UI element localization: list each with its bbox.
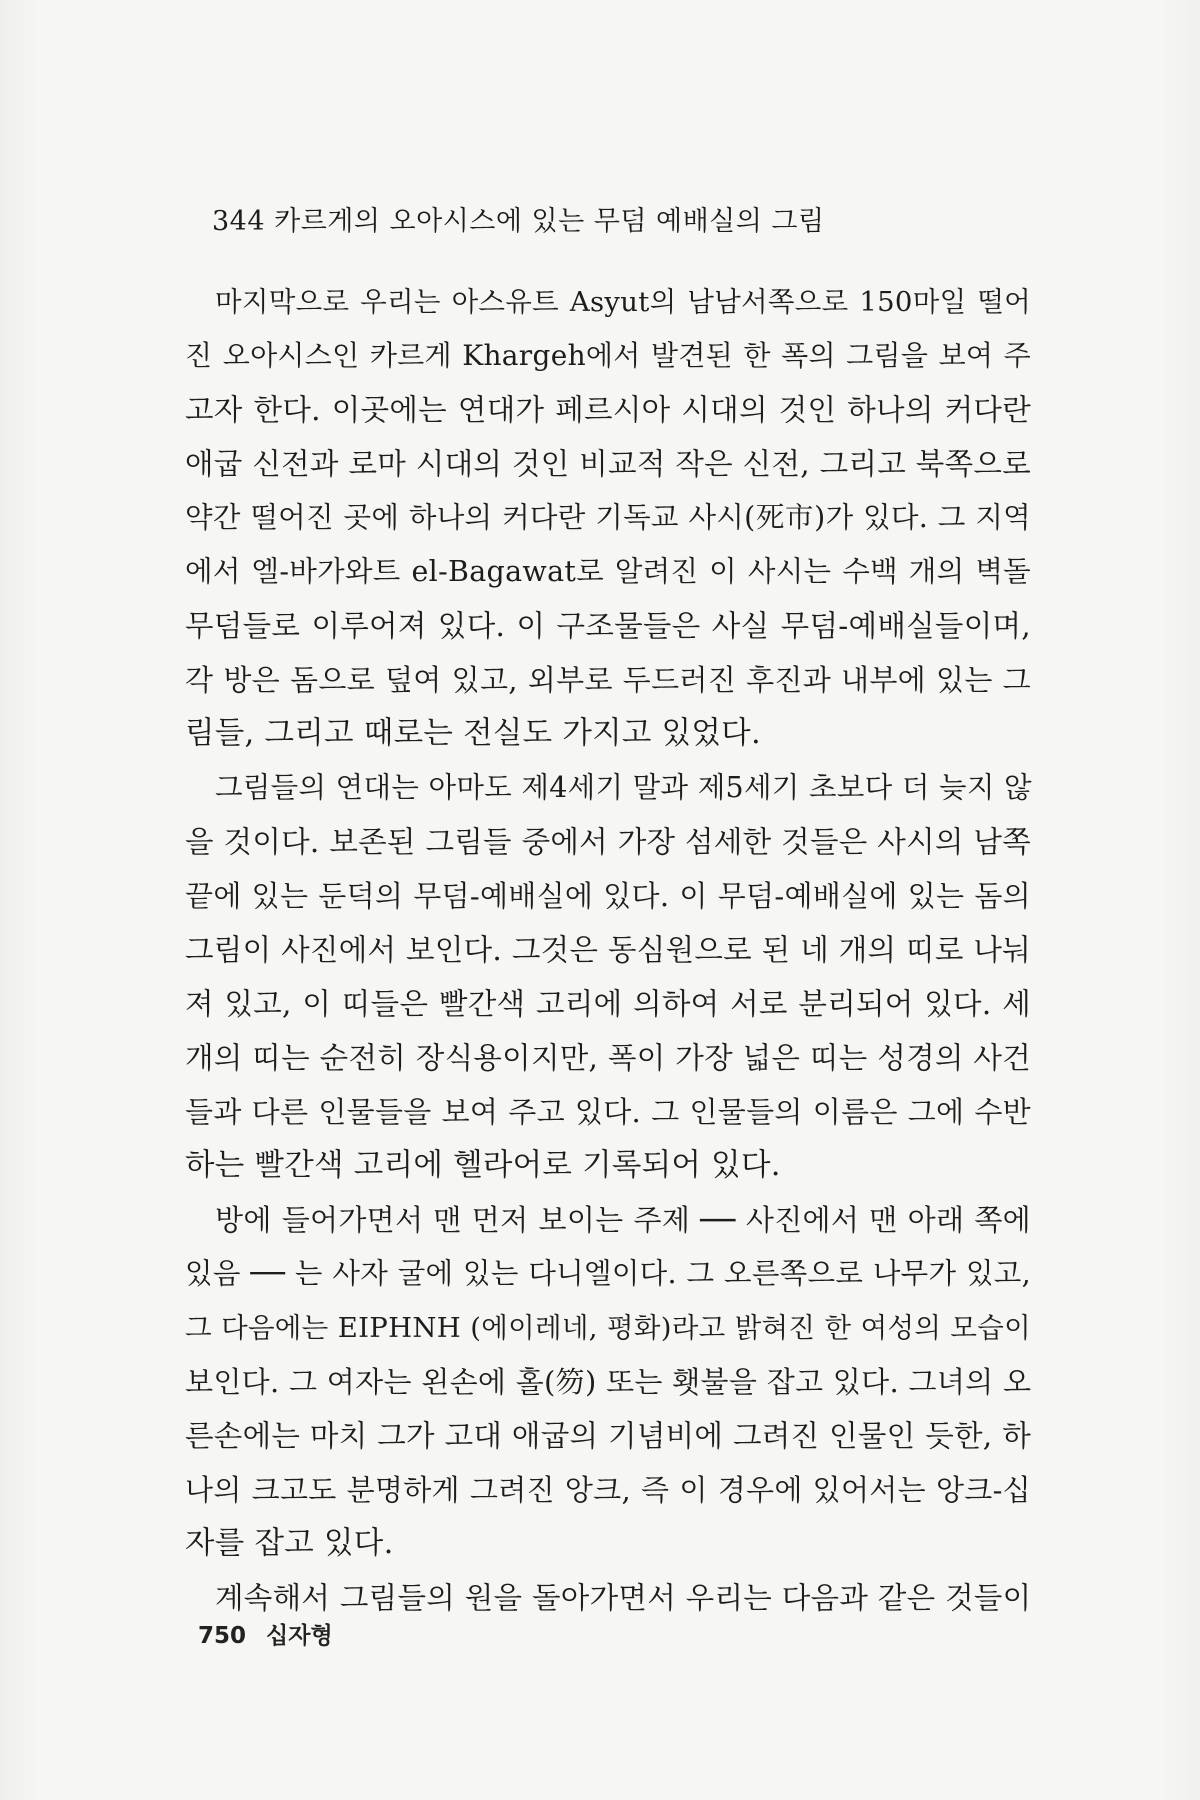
text-line: 들과 다른 인물들을 보여 주고 있다. 그 인물들의 이름은 그에 수반 <box>185 1095 1031 1129</box>
text-line: 있음 ── 는 사자 굴에 있는 다니엘이다. 그 오른쪽으로 나무가 있고, <box>185 1257 1031 1290</box>
running-title: 십자형 <box>266 1623 333 1649</box>
text-line: 림들, 그리고 때로는 전실도 가지고 있었다. <box>185 716 761 751</box>
paragraph-1 <box>185 275 1031 761</box>
text-line: 을 것이다. 보존된 그림들 중에서 가장 섬세한 것들은 사시의 남쪽 <box>185 825 1031 859</box>
text-line: 그림들의 연대는 아마도 제4세기 말과 제5세기 초보다 더 늦지 않 <box>215 771 1032 804</box>
text-line: 진 오아시스인 카르게 Khargeh에서 발견된 한 폭의 그림을 보여 주 <box>185 339 1031 372</box>
text-line: 그 다음에는 EIPHNH (에이레네, 평화)라고 밝혀진 한 여성의 모습이 <box>185 1312 1031 1344</box>
paragraph-3 <box>185 1193 1031 1571</box>
text-line: 계속해서 그림들의 원을 돌아가면서 우리는 다음과 같은 것들이 <box>215 1581 1032 1615</box>
page-footer <box>198 1617 333 1650</box>
text-line: 마지막으로 우리는 아스유트 Asyut의 남남서쪽으로 150마일 떨어 <box>215 286 1031 318</box>
text-line: 그림이 사진에서 보인다. 그것은 동심원으로 된 네 개의 띠로 나눠 <box>185 933 1031 967</box>
text-line: 방에 들어가면서 맨 먼저 보이는 주제 ── 사진에서 맨 아래 쪽에 <box>215 1203 1031 1237</box>
text-line: 고자 한다. 이곳에는 연대가 페르시아 시대의 것인 하나의 커다란 <box>185 393 1031 427</box>
paragraph-2 <box>185 761 1031 1193</box>
text-line: 각 방은 돔으로 덮여 있고, 외부로 두드러진 후진과 내부에 있는 그 <box>185 663 1031 697</box>
section-heading: 344 카르게의 오아시스에 있는 무덤 예배실의 그림 <box>212 206 825 237</box>
text-line: 하는 빨간색 고리에 헬라어로 기록되어 있다. <box>185 1148 781 1183</box>
text-line: 에서 엘-바가와트 el-Bagawat로 알려진 이 사시는 수백 개의 벽돌 <box>185 555 1031 588</box>
text-line: 른손에는 마치 그가 고대 애굽의 기념비에 그려진 인물인 듯한, 하 <box>185 1419 1031 1453</box>
text-line: 애굽 신전과 로마 시대의 것인 비교적 작은 신전, 그리고 북쪽으로 <box>185 447 1031 481</box>
text-line: 개의 띠는 순전히 장식용이지만, 폭이 가장 넓은 띠는 성경의 사건 <box>185 1041 1031 1075</box>
text-line: 끝에 있는 둔덕의 무덤-예배실에 있다. 이 무덤-예배실에 있는 돔의 <box>185 879 1031 913</box>
page-number: 750 <box>198 1623 247 1649</box>
text-line: 무덤들로 이루어져 있다. 이 구조물들은 사실 무덤-예배실들이며, <box>185 609 1031 643</box>
text-line: 져 있고, 이 띠들은 빨간색 고리에 의하여 서로 분리되어 있다. 세 <box>185 987 1031 1021</box>
body-text <box>185 275 1031 1625</box>
text-line: 보인다. 그 여자는 왼손에 홀(笏) 또는 횃불을 잡고 있다. 그녀의 오 <box>185 1365 1032 1399</box>
text-line: 나의 크고도 분명하게 그려진 앙크, 즉 이 경우에 있어서는 앙크-십 <box>185 1473 1031 1507</box>
text-line: 자를 잡고 있다. <box>185 1526 394 1561</box>
text-line: 약간 떨어진 곳에 하나의 커다란 기독교 사시(死市)가 있다. 그 지역 <box>185 501 1031 534</box>
